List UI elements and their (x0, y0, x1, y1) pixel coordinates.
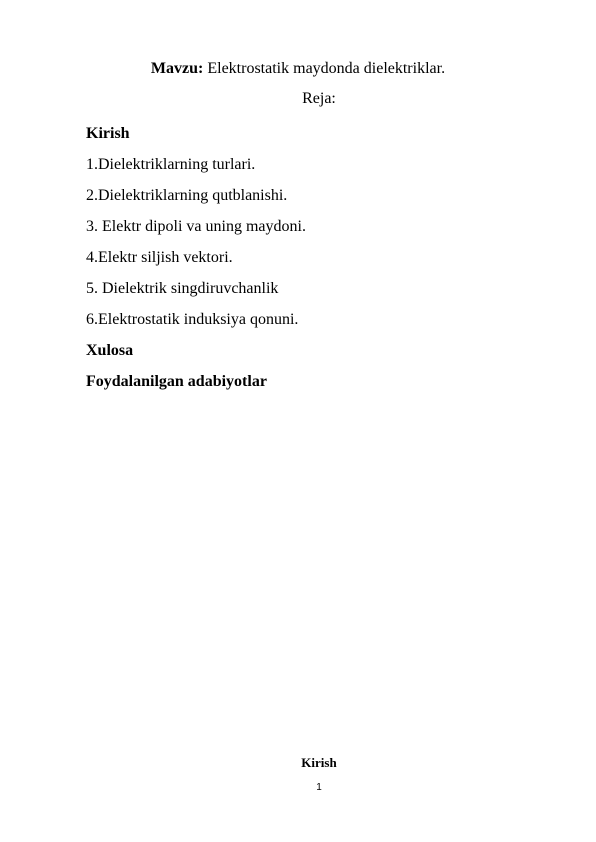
plan-item-6: 6.Elektrostatik induksiya qonuni. (86, 311, 299, 328)
plan-list (86, 118, 546, 397)
plan-item-references: Foydalanilgan adabiyotlar (86, 373, 267, 390)
plan-item-1: 1.Dielektriklarning turlari. (86, 156, 256, 173)
plan-item-5: 5. Dielektrik singdiruvchanlik (86, 280, 279, 297)
plan-item-conclusion: Xulosa (86, 342, 134, 359)
page-number: 1 (316, 782, 322, 793)
title-label: Mavzu: (150, 60, 204, 77)
plan-item-3: 3. Elektr dipoli va uning maydoni. (86, 218, 306, 235)
plan-heading: Reja: (302, 90, 336, 107)
plan-item-4: 4.Elektr siljish vektori. (86, 249, 233, 266)
section-heading: Kirish (301, 755, 337, 770)
title-text: Elektrostatik maydonda dielektriklar. (203, 60, 446, 77)
document-title (0, 59, 596, 79)
plan-item-2: 2.Dielektriklarning qutblanishi. (86, 187, 288, 204)
plan-item-intro: Kirish (86, 125, 130, 142)
